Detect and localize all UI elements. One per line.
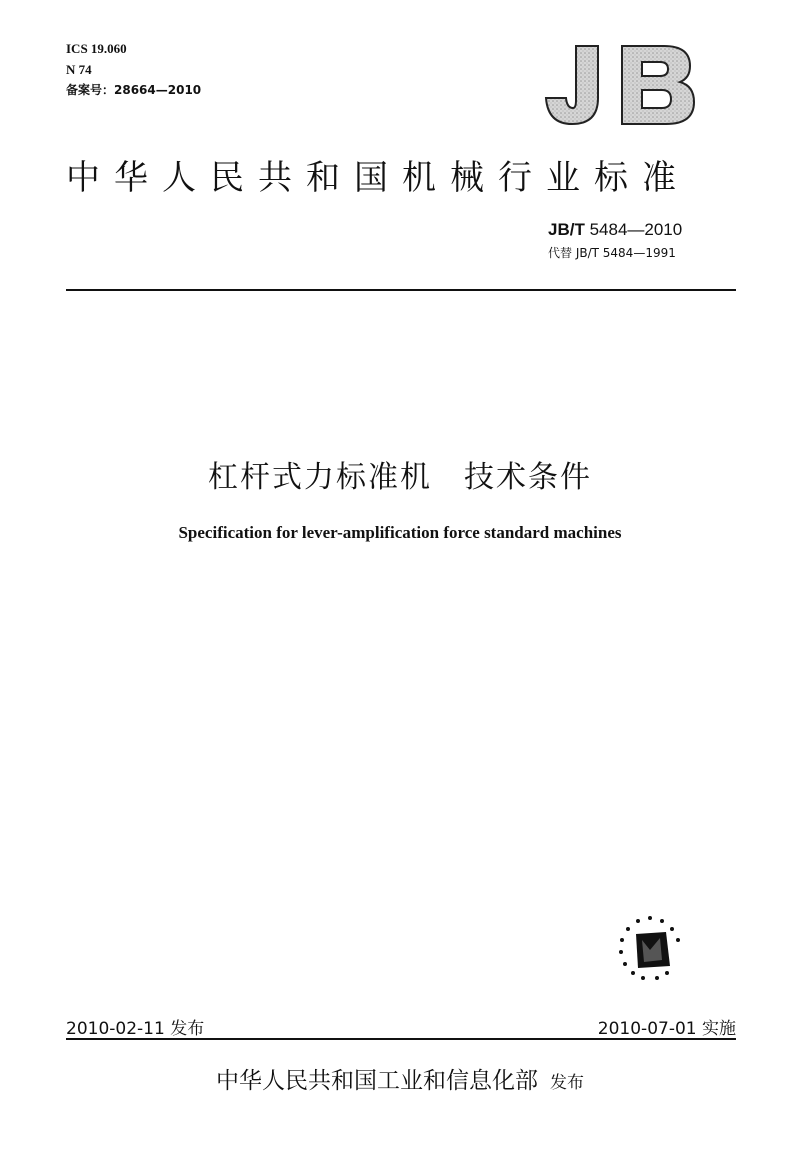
standard-code [548,220,738,240]
seal-graphic [612,910,688,986]
bottom-divider [66,1038,736,1040]
record-number: 备案号：28664—2010 [66,83,202,97]
standard-code-block [548,220,738,261]
ccs-code: N 74 [66,62,92,77]
standard-code-number: 5484—2010 [589,220,683,239]
document-meta [66,38,201,101]
jb-logo [540,40,700,130]
jb-logo-graphic [540,40,700,130]
publisher-name: 中华人民共和国工业和信息化部 [216,1068,538,1094]
standard-code-prefix: JB/T [548,220,585,239]
publisher-suffix: 发布 [550,1073,584,1093]
publisher [0,1062,800,1095]
implement-date: 2010-07-01 实施 [597,1019,736,1039]
publisher-seal [612,910,688,986]
ics-code: ICS 19.060 [66,41,127,56]
title-english: Specification for lever-amplification force standard machines [178,523,622,542]
replaces-code: 代替 JB/T 5484—1991 [548,246,676,260]
issue-date: 2010-02-11 发布 [66,1019,205,1039]
title-chinese: 杠杆式力标准机 技术条件 [208,460,592,495]
standard-type-heading: 中华人民共和国机械行业标准 [66,158,690,198]
top-divider [66,289,736,291]
